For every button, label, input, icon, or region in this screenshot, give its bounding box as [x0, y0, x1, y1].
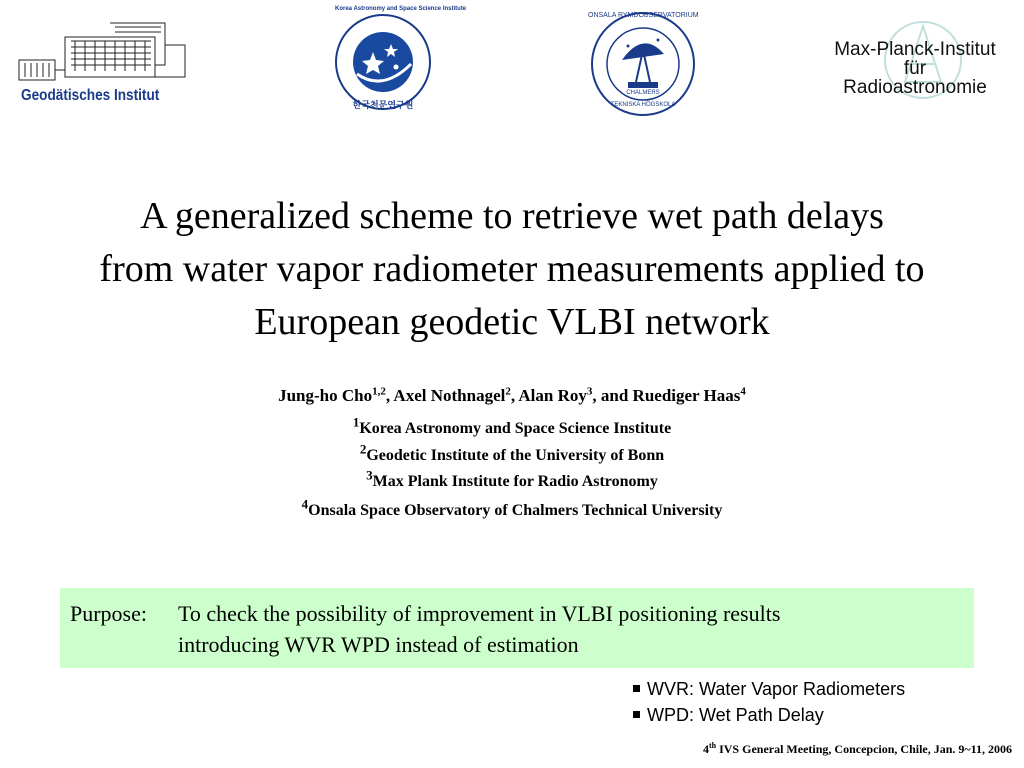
onsala-bottom-text: TEKNISKA HÖGSKOLA — [610, 102, 676, 108]
note-wvr — [633, 676, 905, 702]
author-roy: , Alan Roy — [510, 386, 587, 405]
affiliation-1 — [0, 414, 1024, 438]
purpose-line-2: introducing WVR WPD instead of estimation — [178, 632, 579, 657]
title-line-2: from water vapor radiometer measurements applied to — [99, 248, 925, 290]
kasi-name-text: Korea Astronomy and Space Science Institute — [335, 6, 467, 12]
geodaetisches-institut-logo — [15, 15, 190, 110]
mpifr-line1: Max-Planck-Institut — [834, 39, 996, 60]
affiliation-text: Onsala Space Observatory of Chalmers Technical University — [308, 502, 723, 519]
meeting-footer — [703, 742, 1012, 757]
kasi-korean-text: 한국천문연구원 — [352, 101, 414, 111]
affiliation-number: 4 — [301, 496, 309, 512]
slide-title — [0, 190, 1024, 349]
footer-text: IVS General Meeting, Concepcion, Chile, Jan. 9~11, 2006 — [716, 742, 1012, 756]
author-nothnagel: , Axel Nothnagel — [385, 386, 506, 405]
affiliation-text: Korea Astronomy and Space Science Institute — [359, 420, 672, 437]
onsala-top-text: ONSALA RYMDOBSERVATORIUM — [588, 12, 699, 19]
author-roy-affiliation: 3 — [586, 385, 593, 398]
mpifr-logo — [815, 12, 1015, 107]
bullet-icon — [633, 711, 640, 718]
bullet-icon — [633, 685, 640, 692]
affiliation-3 — [0, 467, 1024, 491]
affiliation-2 — [0, 441, 1024, 465]
footer-number: 4 — [702, 742, 709, 756]
affiliation-number: 3 — [366, 467, 373, 483]
onsala-chalmers-text: CHALMERS — [626, 90, 660, 96]
purpose-box — [60, 588, 974, 668]
affiliation-number: 2 — [359, 441, 367, 457]
affiliation-text: Geodetic Institute of the University of Bonn — [366, 447, 665, 464]
affiliation-text: Max Plank Institute for Radio Astronomy — [372, 473, 658, 490]
affiliation-4 — [0, 496, 1024, 520]
author-cho-affiliation: 1,2 — [372, 385, 386, 398]
note-text: WVR: Water Vapor Radiometers — [647, 679, 906, 699]
author-cho: Jung-ho Cho — [278, 386, 373, 405]
purpose-label: Purpose: — [70, 601, 147, 626]
title-line-3: European geodetic VLBI network — [254, 301, 770, 343]
title-line-1: A generalized scheme to retrieve wet path delays — [140, 195, 884, 237]
purpose-line-1: To check the possibility of improvement in VLBI positioning results — [178, 601, 781, 626]
onsala-observatory-logo — [588, 10, 698, 118]
footer-ordinal: th — [708, 741, 717, 750]
mpifr-line2: für — [903, 58, 927, 79]
geodaetisches-institut-text: Geodätisches Institut — [21, 87, 160, 104]
abbreviation-notes — [633, 676, 905, 728]
note-wpd — [633, 702, 905, 728]
kasi-logo — [333, 6, 467, 112]
author-list — [0, 386, 1024, 406]
note-text: WPD: Wet Path Delay — [647, 705, 824, 725]
author-nothnagel-affiliation: 2 — [505, 385, 511, 398]
affiliation-number: 1 — [352, 414, 360, 430]
mpifr-line3: Radioastronomie — [843, 77, 987, 98]
author-haas: , and Ruediger Haas — [592, 386, 741, 405]
author-haas-affiliation: 4 — [740, 385, 746, 398]
kasi-emblem-icon — [333, 12, 433, 112]
